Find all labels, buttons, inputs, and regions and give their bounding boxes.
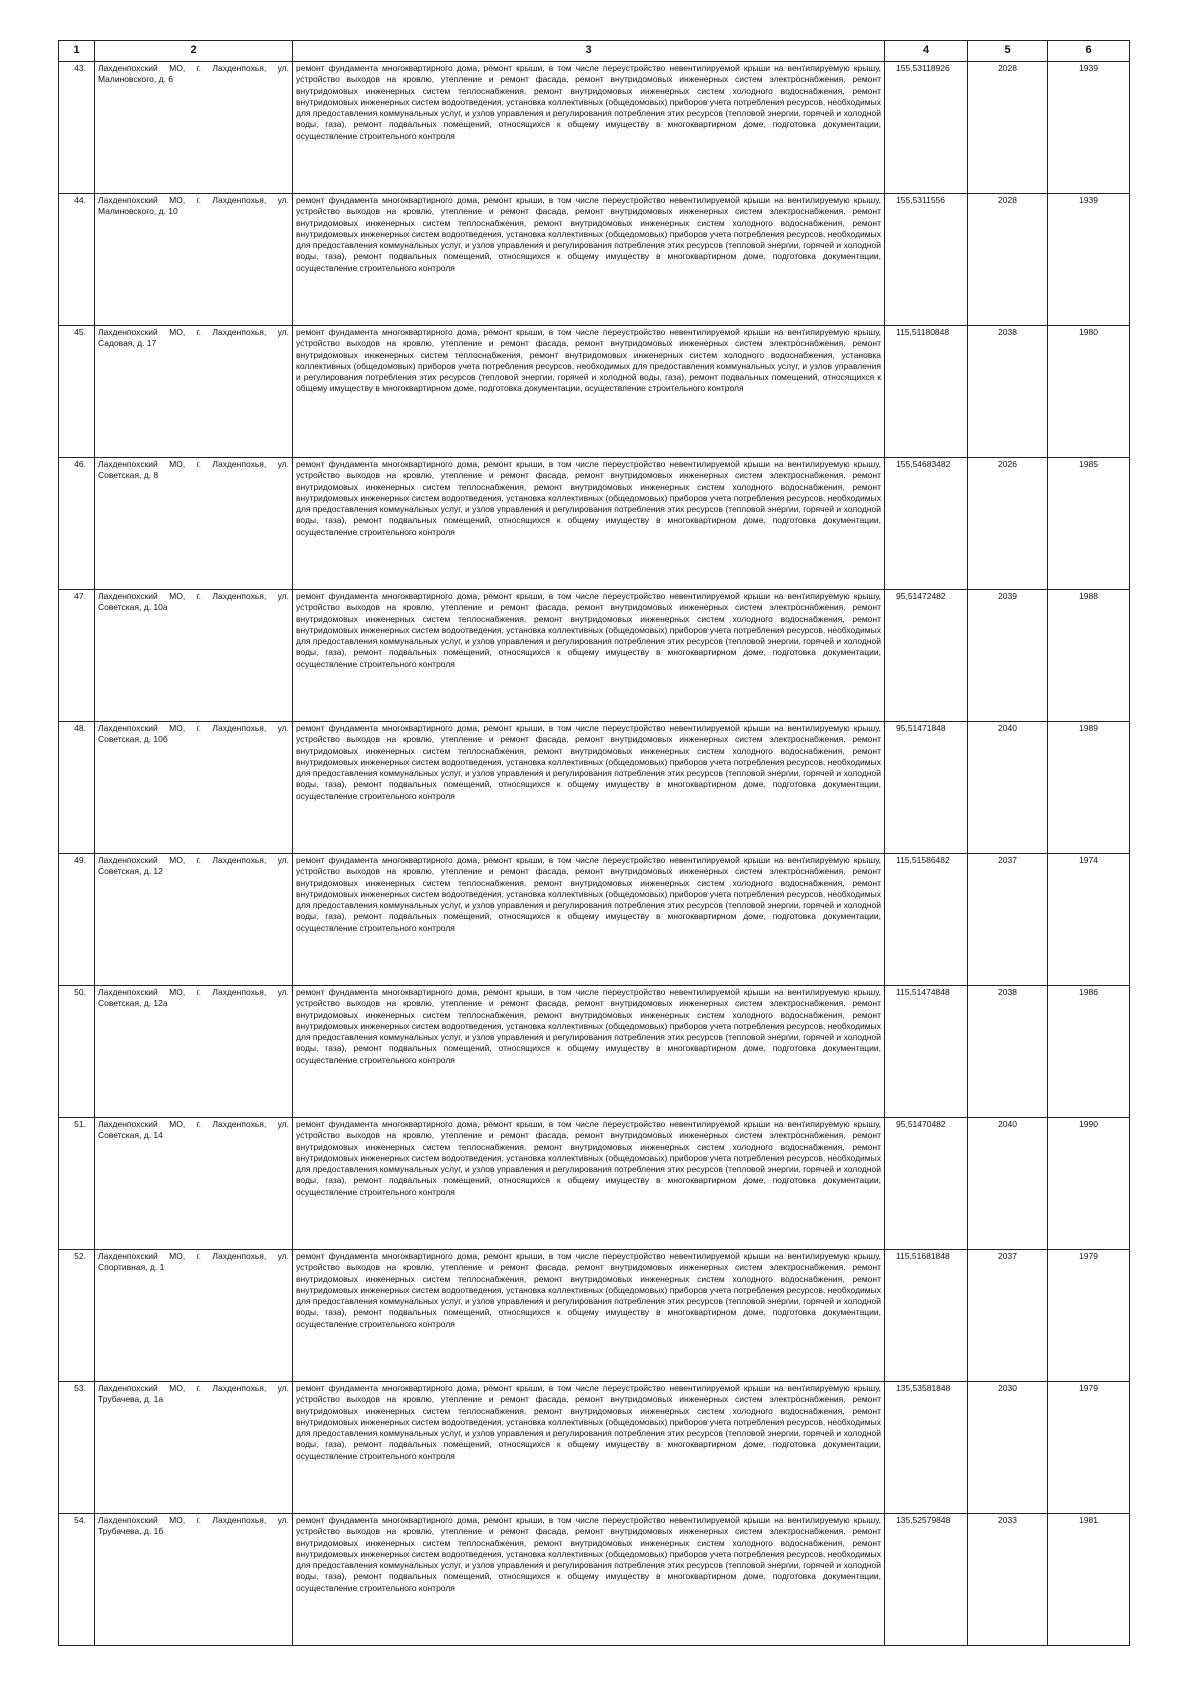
table-row [59,986,1130,1118]
built-year-cell: 1981 [1048,1514,1130,1646]
column-header: 5 [968,41,1048,62]
planned-year-cell: 2028 [968,62,1048,194]
table-row [59,458,1130,590]
address-cell: Лахденпохский МО, г. Лахденпохья, ул. Трубачева, д. 1б [95,1514,293,1646]
row-number: 43. [59,62,95,194]
planned-year-cell: 2033 [968,1514,1048,1646]
row-number: 53. [59,1382,95,1514]
works-description-cell: ремонт фундамента многоквартирного дома, ремонт крыши, в том числе переустройство невентилируемой крыши на вентилируемую крышу, устройство выходов на кровлю, утепление и ремонт фасада, ремонт внутридомовых инженерных систем электроснабжения, ремонт внутридомовых инженерных систем теплоснабжения, ремонт внутридомовых инженерных систем холодного водоснабжения, ремонт внутридомовых инженерных систем водоотведения, установка коллективных (общедомовых) приборов учета потребления ресурсов, необходимых для предоставления коммунальных услуг, и узлов управления и регулирования потребления этих ресурсов (тепловой энергии, горячей и холодной воды, газа), ремонт подвальных помещений, относящихся к общему имуществу в многоквартирном доме, подготовка документации, осуществление строительного контроля [293,458,885,590]
works-description-cell: ремонт фундамента многоквартирного дома, ремонт крыши, в том числе переустройство невентилируемой крыши на вентилируемую крышу, устройство выходов на кровлю, утепление и ремонт фасада, ремонт внутридомовых инженерных систем электроснабжения, ремонт внутридомовых инженерных систем теплоснабжения, ремонт внутридомовых инженерных систем холодного водоснабжения, ремонт внутридомовых инженерных систем водоотведения, установка коллективных (общедомовых) приборов учета потребления ресурсов, необходимых для предоставления коммунальных услуг, и узлов управления и регулирования потребления этих ресурсов (тепловой энергии, горячей и холодной воды, газа), ремонт подвальных помещений, относящихся к общему имуществу в многоквартирном доме, подготовка документации, осуществление строительного контроля [293,62,885,194]
built-year-cell: 1980 [1048,326,1130,458]
built-year-cell: 1986 [1048,986,1130,1118]
works-description-cell: ремонт фундамента многоквартирного дома, ремонт крыши, в том числе переустройство невентилируемой крыши на вентилируемую крышу, устройство выходов на кровлю, утепление и ремонт фасада, ремонт внутридомовых инженерных систем электроснабжения, ремонт внутридомовых инженерных систем теплоснабжения, ремонт внутридомовых инженерных систем холодного водоснабжения, ремонт внутридомовых инженерных систем водоотведения, установка коллективных (общедомовых) приборов учета потребления ресурсов, необходимых для предоставления коммунальных услуг, и узлов управления и регулирования потребления этих ресурсов (тепловой энергии, горячей и холодной воды, газа), ремонт подвальных помещений, относящихся к общему имуществу в многоквартирном доме, подготовка документации, осуществление строительного контроля [293,1250,885,1382]
built-year-cell: 1979 [1048,1250,1130,1382]
column-header: 4 [885,41,968,62]
row-number: 46. [59,458,95,590]
planned-year-cell: 2038 [968,986,1048,1118]
address-cell: Лахденпохский МО, г. Лахденпохья, ул. Советская, д. 12а [95,986,293,1118]
column-header: 1 [59,41,95,62]
value-cell: 155,53118926 [885,62,968,194]
works-description-cell: ремонт фундамента многоквартирного дома, ремонт крыши, в том числе переустройство невентилируемой крыши на вентилируемую крышу, устройство выходов на кровлю, утепление и ремонт фасада, ремонт внутридомовых инженерных систем электроснабжения, ремонт внутридомовых инженерных систем теплоснабжения, ремонт внутридомовых инженерных систем холодного водоснабжения, ремонт внутридомовых инженерных систем водоотведения, установка коллективных (общедомовых) приборов учета потребления ресурсов, необходимых для предоставления коммунальных услуг, и узлов управления и регулирования потребления этих ресурсов (тепловой энергии, горячей и холодной воды, газа), ремонт подвальных помещений, относящихся к общему имуществу в многоквартирном доме, подготовка документации, осуществление строительного контроля [293,1514,885,1646]
address-cell: Лахденпохский МО, г. Лахденпохья, ул. Трубачева, д. 1а [95,1382,293,1514]
table-row [59,722,1130,854]
column-header: 3 [293,41,885,62]
works-description-cell: ремонт фундамента многоквартирного дома, ремонт крыши, в том числе переустройство невентилируемой крыши на вентилируемую крышу, устройство выходов на кровлю, утепление и ремонт фасада, ремонт внутридомовых инженерных систем электроснабжения, ремонт внутридомовых инженерных систем теплоснабжения, ремонт внутридомовых инженерных систем холодного водоснабжения, ремонт внутридомовых инженерных систем водоотведения, установка коллективных (общедомовых) приборов учета потребления ресурсов, необходимых для предоставления коммунальных услуг, и узлов управления и регулирования потребления этих ресурсов (тепловой энергии, горячей и холодной воды, газа), ремонт подвальных помещений, относящихся к общему имуществу в многоквартирном доме, подготовка документации, осуществление строительного контроля [293,194,885,326]
repair-schedule-table [58,40,1130,1646]
works-description-cell: ремонт фундамента многоквартирного дома, ремонт крыши, в том числе переустройство невентилируемой крыши на вентилируемую крышу, устройство выходов на кровлю, утепление и ремонт фасада, ремонт внутридомовых инженерных систем электроснабжения, ремонт внутридомовых инженерных систем теплоснабжения, ремонт внутридомовых инженерных систем холодного водоснабжения, установка коллективных (общедомовых) приборов учета потребления ресурсов, необходимых для предоставления коммунальных услуг, и узлов управления и регулирования потребления этих ресурсов (тепловой энергии, горячей и холодной воды, газа), ремонт подвальных помещений, относящихся к общему имуществу в многоквартирном доме, подготовка документации, осуществление строительного контроля [293,326,885,458]
built-year-cell: 1988 [1048,590,1130,722]
row-number: 52. [59,1250,95,1382]
row-number: 51. [59,1118,95,1250]
value-cell: 95,51472482 [885,590,968,722]
row-number: 48. [59,722,95,854]
address-cell: Лахденпохский МО, г. Лахденпохья, ул. Советская, д. 10б [95,722,293,854]
table-row [59,1250,1130,1382]
row-number: 45. [59,326,95,458]
works-description-cell: ремонт фундамента многоквартирного дома, ремонт крыши, в том числе переустройство невентилируемой крыши на вентилируемую крышу, устройство выходов на кровлю, утепление и ремонт фасада, ремонт внутридомовых инженерных систем электроснабжения, ремонт внутридомовых инженерных систем теплоснабжения, ремонт внутридомовых инженерных систем холодного водоснабжения, ремонт внутридомовых инженерных систем водоотведения, установка коллективных (общедомовых) приборов учета потребления ресурсов, необходимых для предоставления коммунальных услуг, и узлов управления и регулирования потребления этих ресурсов (тепловой энергии, горячей и холодной воды, газа), ремонт подвальных помещений, относящихся к общему имуществу в многоквартирном доме, подготовка документации, осуществление строительного контроля [293,986,885,1118]
address-cell: Лахденпохский МО, г. Лахденпохья, ул. Спортивная, д. 1 [95,1250,293,1382]
planned-year-cell: 2026 [968,458,1048,590]
works-description-cell: ремонт фундамента многоквартирного дома, ремонт крыши, в том числе переустройство невентилируемой крыши на вентилируемую крышу, устройство выходов на кровлю, утепление и ремонт фасада, ремонт внутридомовых инженерных систем электроснабжения, ремонт внутридомовых инженерных систем теплоснабжения, ремонт внутридомовых инженерных систем холодного водоснабжения, ремонт внутридомовых инженерных систем водоотведения, установка коллективных (общедомовых) приборов учета потребления ресурсов, необходимых для предоставления коммунальных услуг, и узлов управления и регулирования потребления этих ресурсов (тепловой энергии, горячей и холодной воды, газа), ремонт подвальных помещений, относящихся к общему имуществу в многоквартирном доме, подготовка документации, осуществление строительного контроля [293,1382,885,1514]
row-number: 49. [59,854,95,986]
address-cell: Лахденпохский МО, г. Лахденпохья, ул. Советская, д. 14 [95,1118,293,1250]
row-number: 50. [59,986,95,1118]
address-cell: Лахденпохский МО, г. Лахденпохья, ул. Советская, д. 10а [95,590,293,722]
column-header: 2 [95,41,293,62]
planned-year-cell: 2037 [968,1250,1048,1382]
works-description-cell: ремонт фундамента многоквартирного дома, ремонт крыши, в том числе переустройство невентилируемой крыши на вентилируемую крышу, устройство выходов на кровлю, утепление и ремонт фасада, ремонт внутридомовых инженерных систем электроснабжения, ремонт внутридомовых инженерных систем теплоснабжения, ремонт внутридомовых инженерных систем холодного водоснабжения, ремонт внутридомовых инженерных систем водоотведения, установка коллективных (общедомовых) приборов учета потребления ресурсов, необходимых для предоставления коммунальных услуг, и узлов управления и регулирования потребления этих ресурсов (тепловой энергии, горячей и холодной воды, газа), ремонт подвальных помещений, относящихся к общему имуществу в многоквартирном доме, подготовка документации, осуществление строительного контроля [293,590,885,722]
address-cell: Лахденпохский МО, г. Лахденпохья, ул. Советская, д. 12 [95,854,293,986]
built-year-cell: 1990 [1048,1118,1130,1250]
table-row [59,1514,1130,1646]
address-cell: Лахденпохский МО, г. Лахденпохья, ул. Советская, д. 8 [95,458,293,590]
address-cell: Лахденпохский МО, г. Лахденпохья, ул. Малиновского, д. 6 [95,62,293,194]
table-row [59,62,1130,194]
works-description-cell: ремонт фундамента многоквартирного дома, ремонт крыши, в том числе переустройство невентилируемой крыши на вентилируемую крышу, устройство выходов на кровлю, утепление и ремонт фасада, ремонт внутридомовых инженерных систем электроснабжения, ремонт внутридомовых инженерных систем теплоснабжения, ремонт внутридомовых инженерных систем холодного водоснабжения, ремонт внутридомовых инженерных систем водоотведения, установка коллективных (общедомовых) приборов учета потребления ресурсов, необходимых для предоставления коммунальных услуг, и узлов управления и регулирования потребления этих ресурсов (тепловой энергии, горячей и холодной воды, газа), ремонт подвальных помещений, относящихся к общему имуществу в многоквартирном доме, подготовка документации, осуществление строительного контроля [293,854,885,986]
table-row [59,1118,1130,1250]
value-cell: 115,51586482 [885,854,968,986]
document-page [58,40,1129,1646]
value-cell: 155,54683482 [885,458,968,590]
planned-year-cell: 2038 [968,326,1048,458]
table-row [59,590,1130,722]
works-description-cell: ремонт фундамента многоквартирного дома, ремонт крыши, в том числе переустройство невентилируемой крыши на вентилируемую крышу, устройство выходов на кровлю, утепление и ремонт фасада, ремонт внутридомовых инженерных систем электроснабжения, ремонт внутридомовых инженерных систем теплоснабжения, ремонт внутридомовых инженерных систем холодного водоснабжения, ремонт внутридомовых инженерных систем водоотведения, установка коллективных (общедомовых) приборов учета потребления ресурсов, необходимых для предоставления коммунальных услуг, и узлов управления и регулирования потребления этих ресурсов (тепловой энергии, горячей и холодной воды, газа), ремонт подвальных помещений, относящихся к общему имуществу в многоквартирном доме, подготовка документации, осуществление строительного контроля [293,722,885,854]
value-cell: 95,51471848 [885,722,968,854]
built-year-cell: 1939 [1048,194,1130,326]
value-cell: 95,51470482 [885,1118,968,1250]
built-year-cell: 1979 [1048,1382,1130,1514]
built-year-cell: 1974 [1048,854,1130,986]
table-row [59,194,1130,326]
value-cell: 135,52579848 [885,1514,968,1646]
table-row [59,1382,1130,1514]
planned-year-cell: 2028 [968,194,1048,326]
value-cell: 155,5311556 [885,194,968,326]
table-header-row [59,41,1130,62]
built-year-cell: 1989 [1048,722,1130,854]
works-description-cell: ремонт фундамента многоквартирного дома, ремонт крыши, в том числе переустройство невентилируемой крыши на вентилируемую крышу, устройство выходов на кровлю, утепление и ремонт фасада, ремонт внутридомовых инженерных систем электроснабжения, ремонт внутридомовых инженерных систем теплоснабжения, ремонт внутридомовых инженерных систем холодного водоснабжения, ремонт внутридомовых инженерных систем водоотведения, установка коллективных (общедомовых) приборов учета потребления ресурсов, необходимых для предоставления коммунальных услуг, и узлов управления и регулирования потребления этих ресурсов (тепловой энергии, горячей и холодной воды, газа), ремонт подвальных помещений, относящихся к общему имуществу в многоквартирном доме, подготовка документации, осуществление строительного контроля [293,1118,885,1250]
row-number: 47. [59,590,95,722]
column-header: 6 [1048,41,1130,62]
planned-year-cell: 2039 [968,590,1048,722]
address-cell: Лахденпохский МО, г. Лахденпохья, ул. Садовая, д. 17 [95,326,293,458]
value-cell: 115,51681848 [885,1250,968,1382]
planned-year-cell: 2030 [968,1382,1048,1514]
value-cell: 115,51180848 [885,326,968,458]
planned-year-cell: 2037 [968,854,1048,986]
planned-year-cell: 2040 [968,722,1048,854]
row-number: 44. [59,194,95,326]
value-cell: 115,51474848 [885,986,968,1118]
address-cell: Лахденпохский МО, г. Лахденпохья, ул. Малиновского, д. 10 [95,194,293,326]
row-number: 54. [59,1514,95,1646]
built-year-cell: 1985 [1048,458,1130,590]
planned-year-cell: 2040 [968,1118,1048,1250]
table-body [59,62,1130,1646]
table-row [59,326,1130,458]
table-row [59,854,1130,986]
built-year-cell: 1939 [1048,62,1130,194]
value-cell: 135,53581848 [885,1382,968,1514]
